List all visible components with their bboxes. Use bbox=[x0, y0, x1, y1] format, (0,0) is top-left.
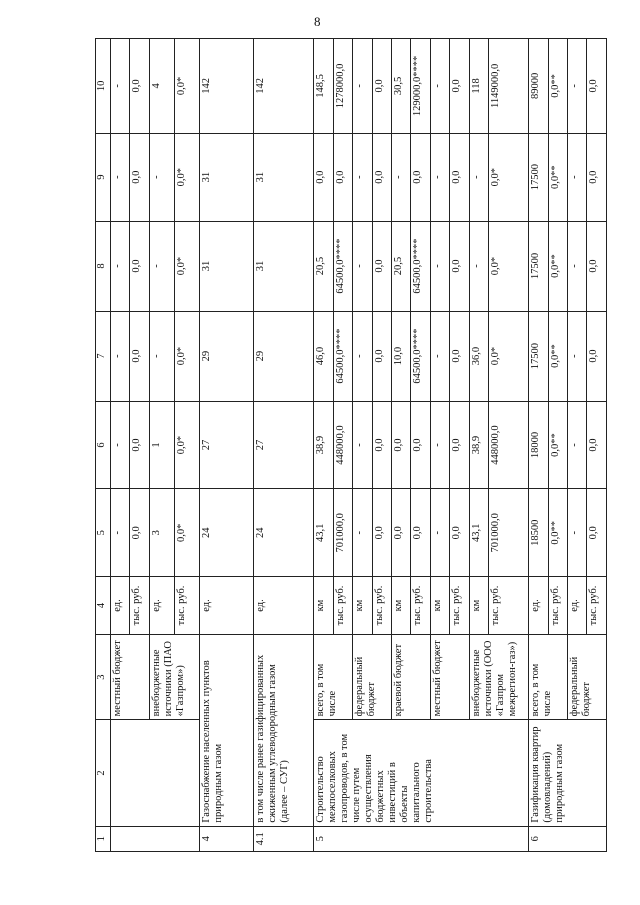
value-cell: 0,0 bbox=[392, 489, 411, 577]
value-cell: - bbox=[567, 401, 586, 489]
value-cell: 0,0 bbox=[450, 221, 469, 311]
unit-cell: ед. bbox=[529, 577, 548, 635]
value-cell: 64500,0**** bbox=[411, 311, 430, 401]
value-cell: 0,0 bbox=[587, 133, 607, 221]
value-cell: - bbox=[353, 489, 372, 577]
value-cell: 0,0* bbox=[175, 311, 200, 401]
value-cell: - bbox=[149, 133, 174, 221]
value-cell: - bbox=[430, 401, 449, 489]
value-cell: 0,0* bbox=[175, 401, 200, 489]
unit-cell: ед. bbox=[149, 577, 174, 635]
value-cell: 0,0* bbox=[175, 489, 200, 577]
page-number: 8 bbox=[314, 14, 321, 29]
value-cell: 448000,0 bbox=[333, 401, 352, 489]
value-cell: 43,1 bbox=[469, 489, 488, 577]
value-cell: 18000 bbox=[529, 401, 548, 489]
value-cell: 31 bbox=[200, 133, 254, 221]
gasification-table bbox=[95, 38, 607, 852]
rotated-table-wrapper bbox=[95, 38, 607, 852]
value-cell: 701000,0 bbox=[489, 489, 529, 577]
value-cell: 0,0 bbox=[411, 133, 430, 221]
header-cell: 9 bbox=[96, 133, 111, 221]
value-cell: 0,0 bbox=[130, 133, 149, 221]
value-cell: - bbox=[567, 221, 586, 311]
value-cell: 0,0 bbox=[587, 39, 607, 134]
value-cell: 0,0* bbox=[175, 39, 200, 134]
value-cell: 64500,0**** bbox=[411, 221, 430, 311]
value-cell: 31 bbox=[200, 221, 254, 311]
value-cell: 0,0* bbox=[489, 133, 529, 221]
value-cell: 0,0 bbox=[587, 489, 607, 577]
source-cell: федеральный бюджет bbox=[567, 634, 606, 719]
value-cell: 27 bbox=[200, 401, 254, 489]
row-number: 6 bbox=[529, 826, 607, 851]
unit-cell: тыс. руб. bbox=[130, 577, 149, 635]
value-cell: 0,0 bbox=[587, 311, 607, 401]
value-cell: 64500,0**** bbox=[333, 221, 352, 311]
header-cell: 1 bbox=[96, 826, 111, 851]
value-cell: - bbox=[567, 133, 586, 221]
unit-cell: км bbox=[392, 577, 411, 635]
table-row bbox=[254, 39, 314, 852]
row-name: Газификация квартир (домовладений) природным газом bbox=[529, 720, 607, 826]
unit-cell: ед. bbox=[200, 577, 254, 635]
value-cell: 0,0* bbox=[175, 133, 200, 221]
value-cell: 0,0 bbox=[411, 401, 430, 489]
unit-cell: тыс. руб. bbox=[548, 577, 567, 635]
value-cell: 0,0 bbox=[450, 489, 469, 577]
value-cell: 142 bbox=[200, 39, 254, 134]
unit-cell: км bbox=[353, 577, 372, 635]
value-cell: - bbox=[353, 311, 372, 401]
value-cell: - bbox=[353, 133, 372, 221]
value-cell: - bbox=[111, 489, 130, 577]
value-cell: 0,0 bbox=[130, 221, 149, 311]
value-cell: - bbox=[111, 311, 130, 401]
value-cell: 0,0 bbox=[411, 489, 430, 577]
value-cell: - bbox=[430, 311, 449, 401]
value-cell: 17500 bbox=[529, 133, 548, 221]
row-name: в том числе ранее газифицированных сжиженным углеводородным газом (далее – СУГ) bbox=[254, 634, 314, 826]
unit-cell: км bbox=[430, 577, 449, 635]
value-cell: 0,0 bbox=[130, 489, 149, 577]
source-cell: внебюджетные источники (ПАО «Газпром») bbox=[149, 634, 200, 719]
value-cell: 3 bbox=[149, 489, 174, 577]
value-cell: 31 bbox=[254, 221, 314, 311]
value-cell: 0,0** bbox=[548, 39, 567, 134]
header-cell: 7 bbox=[96, 311, 111, 401]
value-cell: 0,0 bbox=[333, 133, 352, 221]
value-cell: 10,0 bbox=[392, 311, 411, 401]
unit-cell: тыс. руб. bbox=[411, 577, 430, 635]
source-cell: федеральный бюджет bbox=[353, 634, 392, 719]
value-cell: 0,0 bbox=[450, 311, 469, 401]
value-cell: 701000,0 bbox=[333, 489, 352, 577]
unit-cell: тыс. руб. bbox=[587, 577, 607, 635]
table-row bbox=[111, 39, 130, 852]
value-cell: - bbox=[469, 221, 488, 311]
header-cell: 2 bbox=[96, 720, 111, 826]
unit-cell: км bbox=[314, 577, 333, 635]
value-cell: 0,0 bbox=[450, 401, 469, 489]
value-cell: 0,0 bbox=[372, 489, 391, 577]
source-cell: всего, в том числе bbox=[529, 634, 568, 719]
table-row bbox=[529, 39, 548, 852]
header-row bbox=[96, 39, 111, 852]
value-cell: 129000,0**** bbox=[411, 39, 430, 134]
value-cell: 17500 bbox=[529, 311, 548, 401]
value-cell: - bbox=[353, 39, 372, 134]
header-cell: 3 bbox=[96, 634, 111, 719]
value-cell: 0,0 bbox=[372, 401, 391, 489]
value-cell: 1278000,0 bbox=[333, 39, 352, 134]
value-cell: 20,5 bbox=[314, 221, 333, 311]
value-cell: 38,9 bbox=[469, 401, 488, 489]
value-cell: 0,0** bbox=[548, 489, 567, 577]
source-cell: всего, в том числе bbox=[314, 634, 353, 719]
value-cell: 43,1 bbox=[314, 489, 333, 577]
unit-cell: ед. bbox=[567, 577, 586, 635]
value-cell: 0,0 bbox=[587, 221, 607, 311]
unit-cell: км bbox=[469, 577, 488, 635]
value-cell: 448000,0 bbox=[489, 401, 529, 489]
value-cell: 0,0** bbox=[548, 401, 567, 489]
unit-cell: тыс. руб. bbox=[333, 577, 352, 635]
value-cell: 24 bbox=[200, 489, 254, 577]
value-cell: 0,0 bbox=[372, 133, 391, 221]
value-cell: 0,0** bbox=[548, 311, 567, 401]
value-cell: 148,5 bbox=[314, 39, 333, 134]
value-cell: 0,0 bbox=[372, 39, 391, 134]
unit-cell: тыс. руб. bbox=[372, 577, 391, 635]
value-cell: - bbox=[353, 401, 372, 489]
value-cell: - bbox=[392, 133, 411, 221]
value-cell: 31 bbox=[254, 133, 314, 221]
value-cell: 24 bbox=[254, 489, 314, 577]
value-cell: 0,0* bbox=[175, 221, 200, 311]
value-cell: 1 bbox=[149, 401, 174, 489]
row-name bbox=[111, 720, 200, 826]
header-cell: 5 bbox=[96, 489, 111, 577]
value-cell: - bbox=[111, 221, 130, 311]
value-cell: - bbox=[430, 133, 449, 221]
value-cell: - bbox=[469, 133, 488, 221]
value-cell: 64500,0**** bbox=[333, 311, 352, 401]
header-cell: 6 bbox=[96, 401, 111, 489]
value-cell: 0,0 bbox=[392, 401, 411, 489]
value-cell: 0,0* bbox=[489, 221, 529, 311]
value-cell: 0,0 bbox=[587, 401, 607, 489]
value-cell: - bbox=[567, 39, 586, 134]
source-cell: местный бюджет bbox=[111, 634, 150, 719]
value-cell: - bbox=[149, 221, 174, 311]
unit-cell: тыс. руб. bbox=[450, 577, 469, 635]
value-cell: 17500 bbox=[529, 221, 548, 311]
value-cell: 0,0 bbox=[450, 133, 469, 221]
unit-cell: тыс. руб. bbox=[175, 577, 200, 635]
value-cell: 30,5 bbox=[392, 39, 411, 134]
value-cell: 0,0* bbox=[489, 311, 529, 401]
value-cell: - bbox=[567, 311, 586, 401]
value-cell: - bbox=[430, 39, 449, 134]
value-cell: 0,0 bbox=[130, 39, 149, 134]
value-cell: 0,0 bbox=[130, 311, 149, 401]
value-cell: 18500 bbox=[529, 489, 548, 577]
row-number: 4.1 bbox=[254, 826, 314, 851]
value-cell: 1149000,0 bbox=[489, 39, 529, 134]
value-cell: - bbox=[111, 39, 130, 134]
value-cell: - bbox=[149, 311, 174, 401]
value-cell: 46,0 bbox=[314, 311, 333, 401]
value-cell: 27 bbox=[254, 401, 314, 489]
value-cell: - bbox=[111, 401, 130, 489]
value-cell: 89000 bbox=[529, 39, 548, 134]
row-number: 5 bbox=[314, 826, 529, 851]
value-cell: 0,0 bbox=[372, 311, 391, 401]
value-cell: 29 bbox=[254, 311, 314, 401]
value-cell: 36,0 bbox=[469, 311, 488, 401]
source-cell: внебюджетные источники (ООО «Газпром межрегион-газ») bbox=[469, 634, 528, 719]
value-cell: 4 bbox=[149, 39, 174, 134]
value-cell: 142 bbox=[254, 39, 314, 134]
row-number bbox=[111, 826, 200, 851]
value-cell: 0,0** bbox=[548, 221, 567, 311]
row-name: Строительство межпоселковых газопроводов, в том числе путем осуществления бюджетных инвестиций в объекты капитального строительства bbox=[314, 720, 529, 826]
value-cell: 29 bbox=[200, 311, 254, 401]
value-cell: 0,0 bbox=[130, 401, 149, 489]
value-cell: 0,0 bbox=[450, 39, 469, 134]
value-cell: 0,0 bbox=[314, 133, 333, 221]
unit-cell: ед. bbox=[111, 577, 130, 635]
row-name: Газоснабжение населенных пунктов природным газом bbox=[200, 634, 254, 826]
table-row bbox=[200, 39, 254, 852]
header-cell: 4 bbox=[96, 577, 111, 635]
value-cell: 0,0** bbox=[548, 133, 567, 221]
unit-cell: ед. bbox=[254, 577, 314, 635]
value-cell: - bbox=[353, 221, 372, 311]
value-cell: - bbox=[111, 133, 130, 221]
row-number: 4 bbox=[200, 826, 254, 851]
unit-cell: тыс. руб. bbox=[489, 577, 529, 635]
table-row bbox=[314, 39, 333, 852]
value-cell: 38,9 bbox=[314, 401, 333, 489]
value-cell: - bbox=[430, 221, 449, 311]
value-cell: 20,5 bbox=[392, 221, 411, 311]
value-cell: 118 bbox=[469, 39, 488, 134]
source-cell: краевой бюджет bbox=[392, 634, 431, 719]
value-cell: - bbox=[567, 489, 586, 577]
source-cell: местный бюджет bbox=[430, 634, 469, 719]
header-cell: 8 bbox=[96, 221, 111, 311]
value-cell: - bbox=[430, 489, 449, 577]
header-cell: 10 bbox=[96, 39, 111, 134]
value-cell: 0,0 bbox=[372, 221, 391, 311]
